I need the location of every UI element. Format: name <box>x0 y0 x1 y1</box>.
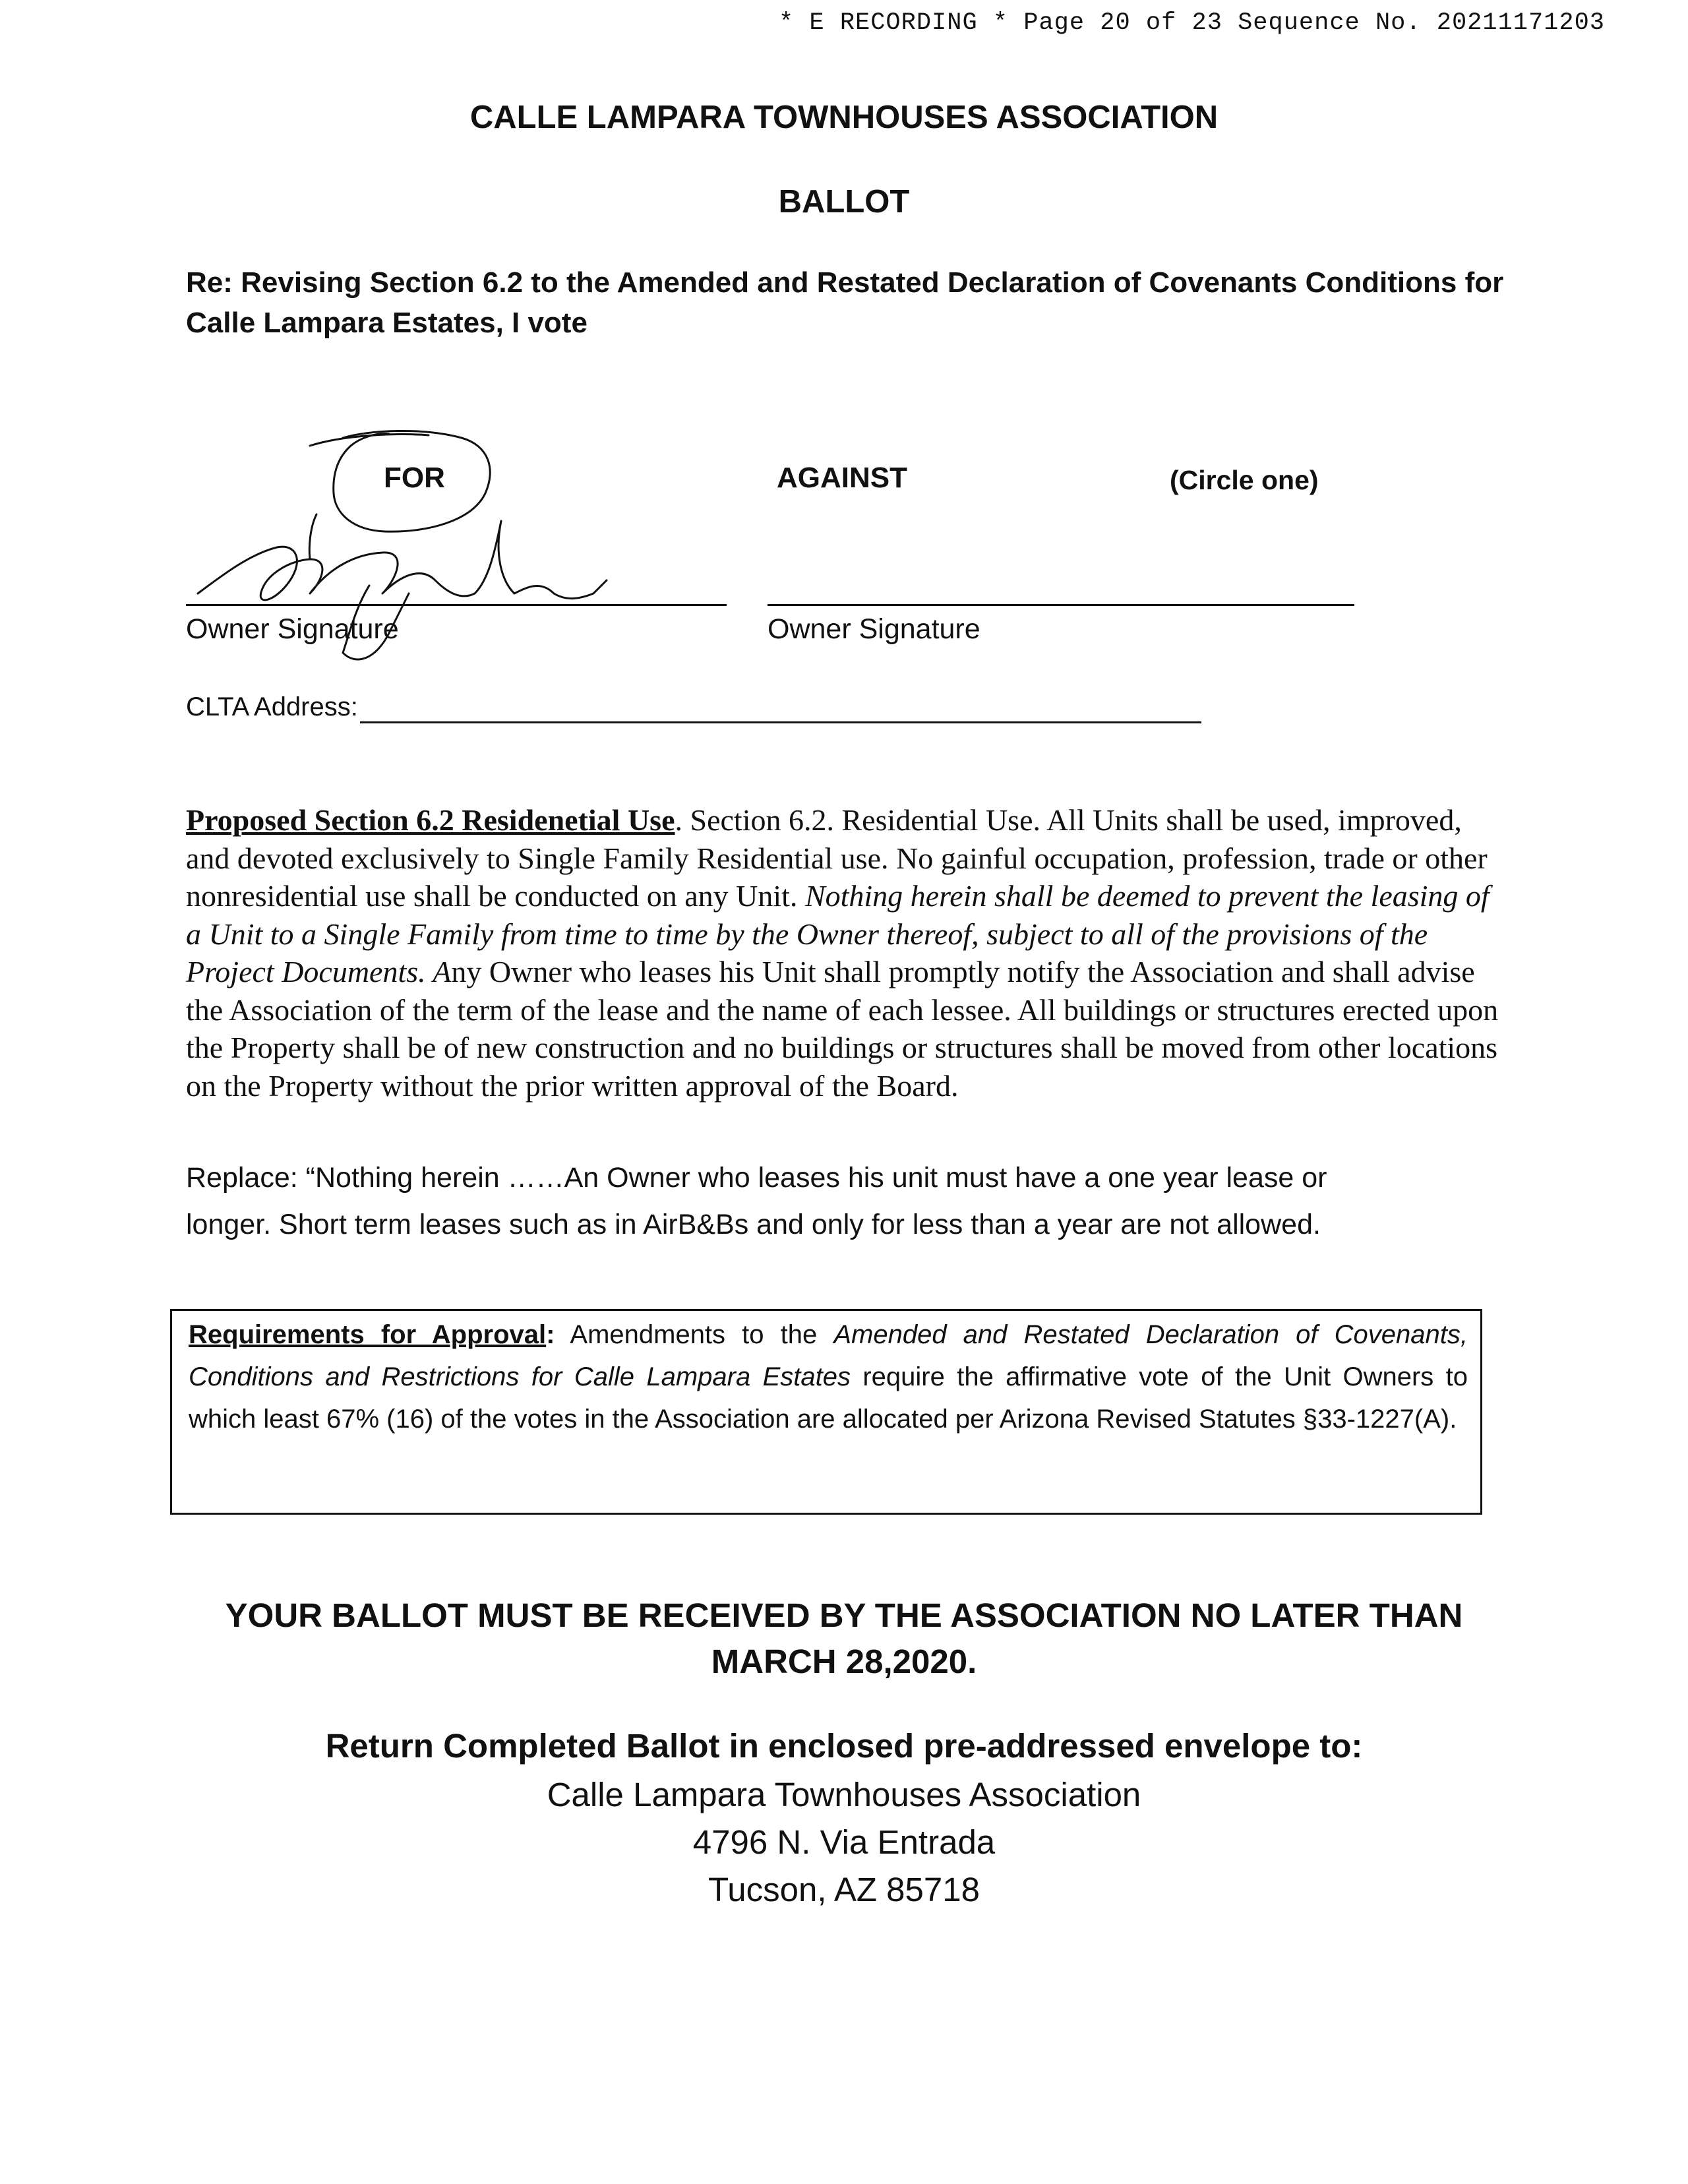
return-address-city: Tucson, AZ 85718 <box>708 1871 980 1908</box>
vote-circle-mark <box>334 431 490 531</box>
proposed-section <box>186 801 1511 1105</box>
re-line: Re: Revising Section 6.2 to the Amended and Restated Declaration of Covenants Conditions for Calle Lampara Estates, I vote <box>186 266 1504 339</box>
owner-signature-label-2: Owner Signature <box>768 613 980 645</box>
proposed-section-heading: Proposed Section 6.2 Residenetial Use <box>186 803 675 837</box>
signature-ink-loop <box>309 514 316 559</box>
clta-address-label: CLTA Address: <box>186 692 358 721</box>
deadline-notice <box>0 1592 1688 1685</box>
return-address-name: Calle Lampara Townhouses Association <box>547 1776 1141 1813</box>
requirements-text <box>189 1314 1468 1440</box>
deadline-line-2: MARCH 28,2020. <box>711 1643 977 1680</box>
ballot-title: BALLOT <box>778 184 910 220</box>
requirements-text-italic: Amended and Restated Declaration of Covenants, Conditions and Restrictions for Calle Lampara Estates <box>189 1320 1468 1391</box>
deadline-line-1: YOUR BALLOT MUST BE RECEIVED BY THE ASSOCIATION NO LATER THAN <box>225 1596 1463 1634</box>
requirements-text-2: require the affirmative vote of the Unit Owners to which least 67% (16) of the votes in the Association are allocated per Arizona Revised Statutes §33-1227(A). <box>189 1362 1468 1434</box>
proposed-section-text-1: . Section 6.2. Residential Use. All Units shall be used, improved, and devoted exclusively to Single Family Residential use. No gainful occupation, profession, trade or other nonresidential use shall be conducted on any Unit. <box>186 803 1488 913</box>
requirements-heading: Requirements for Approval <box>189 1320 547 1349</box>
replace-line-1: Replace: “Nothing herein ……An Owner who leases his unit must have a one year lease or <box>186 1162 1327 1194</box>
circle-one-instruction: (Circle one) <box>1170 465 1319 495</box>
signature-ink <box>198 521 607 600</box>
return-address-street: 4796 N. Via Entrada <box>692 1823 996 1861</box>
vote-option-for[interactable]: FOR <box>384 462 445 494</box>
replace-line-2: longer. Short term leases such as in AirB&Bs and only for less than a year are not allowed. <box>186 1209 1321 1240</box>
organization-title: CALLE LAMPARA TOWNHOUSES ASSOCIATION <box>469 100 1219 135</box>
vote-option-against[interactable]: AGAINST <box>777 462 907 494</box>
requirements-colon: : <box>546 1320 555 1349</box>
proposed-section-text-italic: Nothing herein shall be deemed to prevent the leasing of a Unit to a Single Family from time to time by the Owner thereof, subject to all of the provisions of the Project Documents. A <box>186 879 1490 988</box>
signature-ink-tail <box>343 586 409 659</box>
requirements-text-1: Amendments to the <box>555 1320 834 1349</box>
recording-header: * E RECORDING * Page 20 of 23 Sequence No. 20211171203 <box>779 9 1605 37</box>
owner-signature-label-1: Owner Signature <box>186 613 399 645</box>
vote-circle-overstroke <box>310 435 429 446</box>
return-heading: Return Completed Ballot in enclosed pre-addressed envelope to: <box>325 1727 1363 1765</box>
proposed-section-text-2: ny Owner who leases his Unit shall promptly notify the Association and shall advise the Association of the term of the lease and the name of each lessee. All buildings or structures erected upon the Property shall be of new construction and no buildings or structures shall be moved from other locations on the Property without the prior written approval of the Board. <box>186 955 1499 1103</box>
